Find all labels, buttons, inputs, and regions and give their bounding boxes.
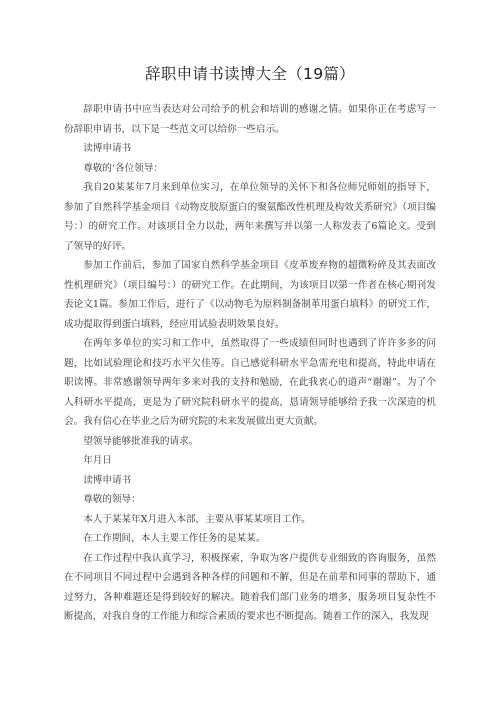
paragraph: 在工作过程中我认真学习，积极探索，争取为客户提供专业细致的咨询服务，虽然在不同项目不同过程中会遇到各种各样的问题和不解，但是在前辈和同事的帮助下，通过努力，各种难题还是得到较好的解决。随着我们部门业务的增多，服务项目复杂性不断提高，对我自身的工作能力和综合素质的要求也不断提高。随着工作的深入，我发现 xyxy=(64,552,436,622)
paragraph-request: 望领导能够批准我的请求。 xyxy=(83,435,199,447)
paragraph-intro: 辞职申请书中应当表达对公司给予的机会和培训的感谢之情。如果你正在考虑写一份辞职申请书，以下是一些范文可以给你一些启示。 xyxy=(64,104,436,135)
paragraph: 在工作期间，本人主要工作任务的是某某。 xyxy=(83,533,266,544)
paragraph: 我自20某某年7月来到单位实习，在单位领导的关怀下和各位师兄师姐的指导下，参加了自然科学基金项目《动物皮胶原蛋白的聚氨酯改性机理及构效关系研究》（项目编号：）的研究工作。对该项目全力以赴，两年来撰写并以第一人称发表了6篇论文。受到了领导的好评。 xyxy=(64,182,436,252)
document-body xyxy=(64,100,436,627)
paragraph-salutation-2: 尊敬的领导： xyxy=(83,494,141,505)
paragraph-heading-1: 读博申请书 xyxy=(83,143,132,154)
document-title: 辞职申请书读博大全（19篇） xyxy=(145,65,355,83)
paragraph-heading-2: 读博申请书 xyxy=(83,474,132,486)
paragraph: 在两年多单位的实习和工作中，虽然取得了一些成绩但同时也遇到了许许多多的问题，比如试验理论和技巧水平欠佳等。自己感觉科研水平急需充电和提高，特此申请在职读博。非常感谢领导两年多来对我的支持和勉励，在此我衷心的道声“谢谢”。为了个人科研水平提高，更是为了研究院科研水平的提高，恳请领导能够给予我一次深造的机会。我有信心在毕业之后为研究院的未来发展做出更大贡献。 xyxy=(64,338,436,427)
paragraph: 本人于某某年X月进入本部，主要从事某某项目工作。 xyxy=(83,513,311,525)
paragraph-date: 年月日 xyxy=(83,455,112,466)
paragraph: 参加工作前后，参加了国家自然科学基金项目《皮革废弃物的超微粉碎及其表面改性机理研究》（项目编号：）的研究工作。在此期间，为该项目以第一作者在核心期刊发表论文1篇。参加工作后，进行了《以动物毛为原料制备制革用蛋白填料》的研究工作，成功提取得到蛋白填料，经应用试验表明效果良好。 xyxy=(64,260,436,330)
paragraph-salutation-1: 尊敬的‘各位领导： xyxy=(83,162,163,174)
